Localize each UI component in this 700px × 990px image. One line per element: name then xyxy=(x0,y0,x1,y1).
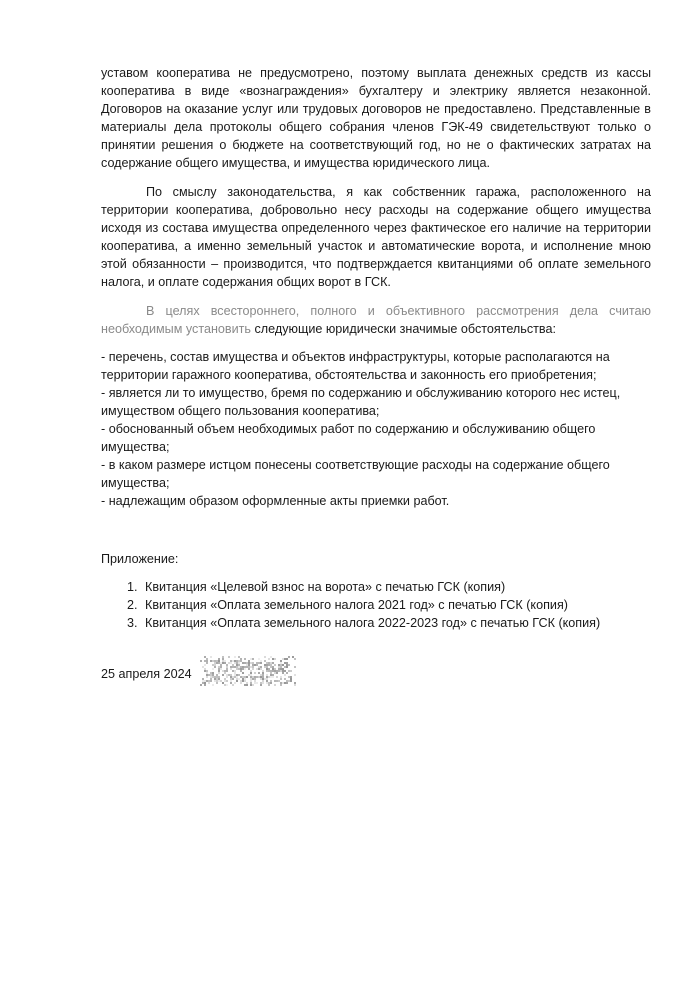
paragraph-1: уставом кооператива не предусмотрено, поэтому выплата денежных средств из кассы кооператива в виде «вознаграждения» бухгалтеру и электрику является незаконной. Договоров на оказание услуг или трудовых договоров не предоставлено. Представленные в материалы дела протоколы общего собрания членов ГЭК-49 свидетельствуют только о принятии решения о бюджете на соответствующий год, но не о фактических затратах на содержание общего имущества, и имущества юридического лица. xyxy=(101,66,651,170)
list-item: - обоснованный объем необходимых работ по содержанию и обслуживанию общего имущества; xyxy=(101,422,596,454)
document-page xyxy=(101,64,651,686)
list-item: - является ли то имущество, бремя по содержанию и обслуживанию которого нес истец, имуществом общего пользования кооператива; xyxy=(101,386,621,418)
appendix-item: 3. Квитанция «Оплата земельного налога 2022-2023 год» с печатью ГСК (копия) xyxy=(141,614,651,632)
appendix-list xyxy=(101,578,651,632)
paragraph-3 xyxy=(101,302,651,338)
redacted-signature-icon xyxy=(200,656,296,686)
paragraph-2: По смыслу законодательства, я как собственник гаража, расположенного на территории кооператива, добровольно несу расходы на содержание общего имущества исходя из состава имущества определенного через фактическое его наличие на территории кооператива, а именно земельный участок и автоматические ворота, и исполнение мною этой обязанности – производится, что подтверждается квитанциями об оплате земельного налога, и оплате содержания общих ворот в ГСК. xyxy=(101,185,651,289)
list-item: - надлежащим образом оформленные акты приемки работ. xyxy=(101,494,450,508)
appendix-title: Приложение: xyxy=(101,552,179,566)
circumstances-list xyxy=(101,348,651,510)
paragraph-3-text: следующие юридически значимые обстоятельства: xyxy=(251,322,556,336)
paragraph-3-grey-text: В целях всестороннего, полного и объективного рассмотрения дела считаю необходимым установить xyxy=(101,304,651,336)
date-signature-row xyxy=(101,662,651,686)
appendix-item: 2. Квитанция «Оплата земельного налога 2021 год» с печатью ГСК (копия) xyxy=(141,596,651,614)
appendix-item: 1. Квитанция «Целевой взнос на ворота» с печатью ГСК (копия) xyxy=(141,578,651,596)
document-date: 25 апреля 2024 xyxy=(101,667,192,681)
list-item: - перечень, состав имущества и объектов инфраструктуры, которые располагаются на территории гаражного кооператива, обстоятельства и законность его приобретения; xyxy=(101,350,610,382)
list-item: - в каком размере истцом понесены соответствующие расходы на содержание общего имущества; xyxy=(101,458,610,490)
